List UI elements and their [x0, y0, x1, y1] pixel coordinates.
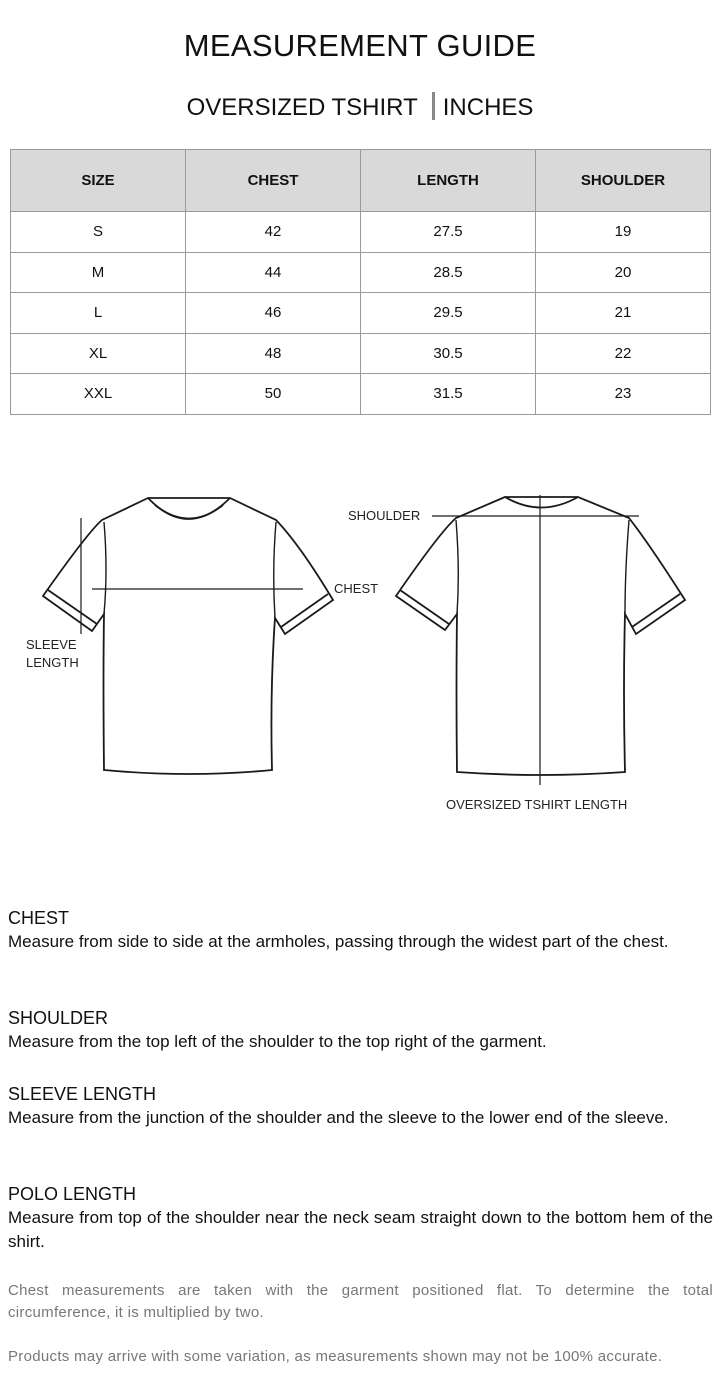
- table-cell: 22: [536, 333, 711, 374]
- length-label: OVERSIZED TSHIRT LENGTH: [446, 797, 628, 812]
- header-shoulder: SHOULDER: [536, 150, 711, 212]
- table-cell: 42: [186, 212, 361, 253]
- section-sleeve-length: SLEEVE LENGTH Measure from the junction of the shoulder and the sleeve to the lower end of the sleeve.: [8, 1084, 669, 1127]
- table-cell: 19: [536, 212, 711, 253]
- table-cell: 31.5: [361, 374, 536, 415]
- product-name: OVERSIZED TSHIRT: [186, 94, 418, 121]
- shoulder-label: SHOULDER: [348, 508, 421, 523]
- section-chest: CHEST Measure from side to side at the armholes, passing through the widest part of the chest.: [8, 908, 669, 951]
- sleeve-length-label: SLEEVE LENGTH: [26, 637, 79, 670]
- header-chest: CHEST: [186, 150, 361, 212]
- table-cell: 29.5: [361, 293, 536, 334]
- header-size: SIZE: [11, 150, 186, 212]
- table-cell: 50: [186, 374, 361, 415]
- table-cell: 48: [186, 333, 361, 374]
- table-cell: XXL: [11, 374, 186, 415]
- section-shoulder: SHOULDER Measure from the top left of the shoulder to the top right of the garment.: [8, 1008, 547, 1051]
- table-cell: S: [11, 212, 186, 253]
- table-cell: L: [11, 293, 186, 334]
- unit-label: INCHES: [442, 94, 534, 121]
- chest-label: CHEST: [334, 581, 379, 596]
- page-title: MEASUREMENT GUIDE: [183, 28, 537, 63]
- table-cell: XL: [11, 333, 186, 374]
- table-cell: 27.5: [361, 212, 536, 253]
- header-length: LENGTH: [361, 150, 536, 212]
- table-cell: 20: [536, 252, 711, 293]
- table-cell: 44: [186, 252, 361, 293]
- note-chest: Chest measurements are taken with the garment positioned flat. To determine the total circumference, it is multiplied by two.: [8, 1282, 713, 1321]
- back-tshirt: [396, 495, 685, 785]
- table-cell: 28.5: [361, 252, 536, 293]
- note-variation: Products may arrive with some variation, as measurements shown may not be 100% accurate.: [8, 1348, 663, 1365]
- table-cell: 46: [186, 293, 361, 334]
- front-tshirt: [43, 498, 333, 774]
- table-cell: M: [11, 252, 186, 293]
- table-cell: 30.5: [361, 333, 536, 374]
- table-cell: 21: [536, 293, 711, 334]
- table-cell: 23: [536, 374, 711, 415]
- section-polo-length: POLO LENGTH Measure from top of the shoulder near the neck seam straight down to the bottom hem of the shirt.: [8, 1184, 713, 1251]
